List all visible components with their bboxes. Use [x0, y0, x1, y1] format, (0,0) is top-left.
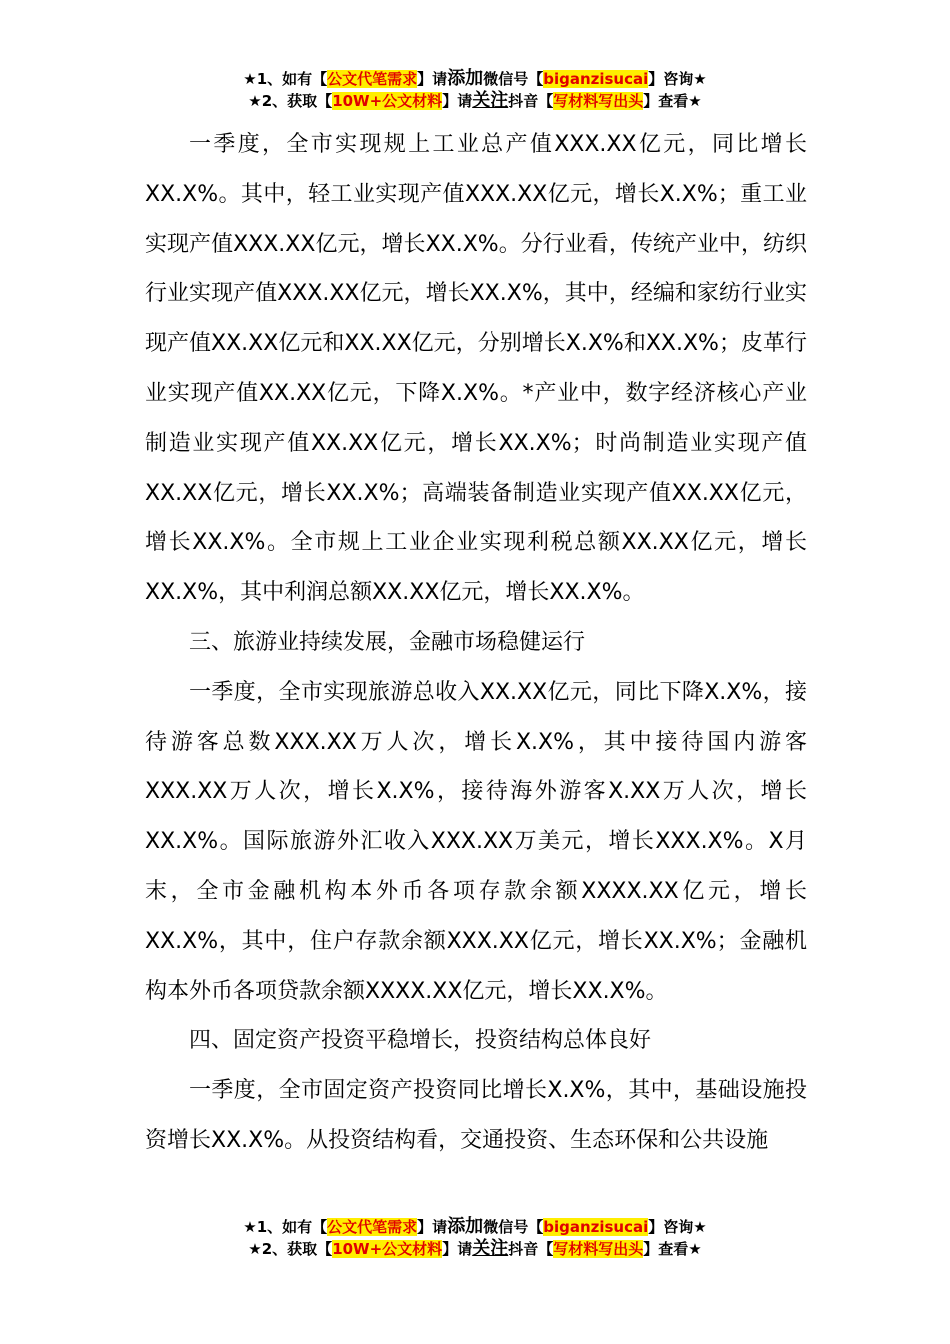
- footer-banner: [0, 1216, 950, 1260]
- banner-highlight: 写材料写出头: [553, 1240, 644, 1258]
- banner-highlight: 10W+公文材料: [332, 92, 443, 110]
- header-banner: [0, 68, 950, 112]
- banner-highlight: 公文代笔需求: [327, 1218, 418, 1236]
- document-body: [145, 120, 807, 1166]
- section-heading: 四、固定资产投资平稳增长，投资结构总体良好: [189, 1028, 652, 1054]
- paragraph: 一季度，全市实现旅游总收入XX.XX亿元，同比下降X.X%，接待游客总数XXX.XX万人次，增长X.X%，其中接待国内游客XXX.XX万人次，增长X.X%，接待海外游客X.XX万人次，增长XX.X%。国际旅游外汇收入XXX.XX万美元，增长XXX.X%。X月末，全市金融机构本外币各项存款余额XXXX.XX亿元，增长XX.X%，其中，住户存款余额XXX.XX亿元，增长XX.X%；金融机构本外币各项贷款余额XXXX.XX亿元，增长XX.X%。: [145, 679, 807, 1004]
- banner-highlight: 10W+公文材料: [332, 1240, 443, 1258]
- banner-line-2: ★2、获取【10W+公文材料】请关注抖音【写材料写出头】查看★: [248, 90, 702, 111]
- banner-highlight: biganzisucai: [543, 70, 649, 88]
- banner-line-1: ★1、如有【公文代笔需求】请添加微信号【biganzisucai】咨询★: [243, 1216, 707, 1237]
- section-heading: 三、旅游业持续发展，金融市场稳健运行: [189, 629, 586, 655]
- banner-highlight: 写材料写出头: [553, 92, 644, 110]
- paragraph: 一季度，全市固定资产投资同比增长X.X%，其中，基础设施投资增长XX.X%。从投资结构看，交通投资、生态环保和公共设施: [145, 1078, 807, 1153]
- banner-highlight: biganzisucai: [543, 1218, 649, 1236]
- banner-line-1: ★1、如有【公文代笔需求】请添加微信号【biganzisucai】咨询★: [243, 68, 707, 89]
- banner-line-2: ★2、获取【10W+公文材料】请关注抖音【写材料写出头】查看★: [248, 1238, 702, 1259]
- banner-highlight: 公文代笔需求: [327, 70, 418, 88]
- paragraph: 一季度，全市实现规上工业总产值XXX.XX亿元，同比增长XX.X%。其中，轻工业实现产值XXX.XX亿元，增长X.X%；重工业实现产值XXX.XX亿元，增长XX.X%。分行业看，传统产业中，纺织行业实现产值XXX.XX亿元，增长XX.X%，其中，经编和家纺行业实现产值XX.XX亿元和XX.XX亿元，分别增长X.X%和XX.X%；皮革行业实现产值XX.XX亿元，下降X.X%。*产业中，数字经济核心产业制造业实现产值XX.XX亿元，增长XX.X%；时尚制造业实现产值XX.XX亿元，增长XX.X%；高端装备制造业实现产值XX.XX亿元，增长XX.X%。全市规上工业企业实现利税总额XX.XX亿元，增长XX.X%，其中利润总额XX.XX亿元，增长XX.X%。: [145, 132, 807, 606]
